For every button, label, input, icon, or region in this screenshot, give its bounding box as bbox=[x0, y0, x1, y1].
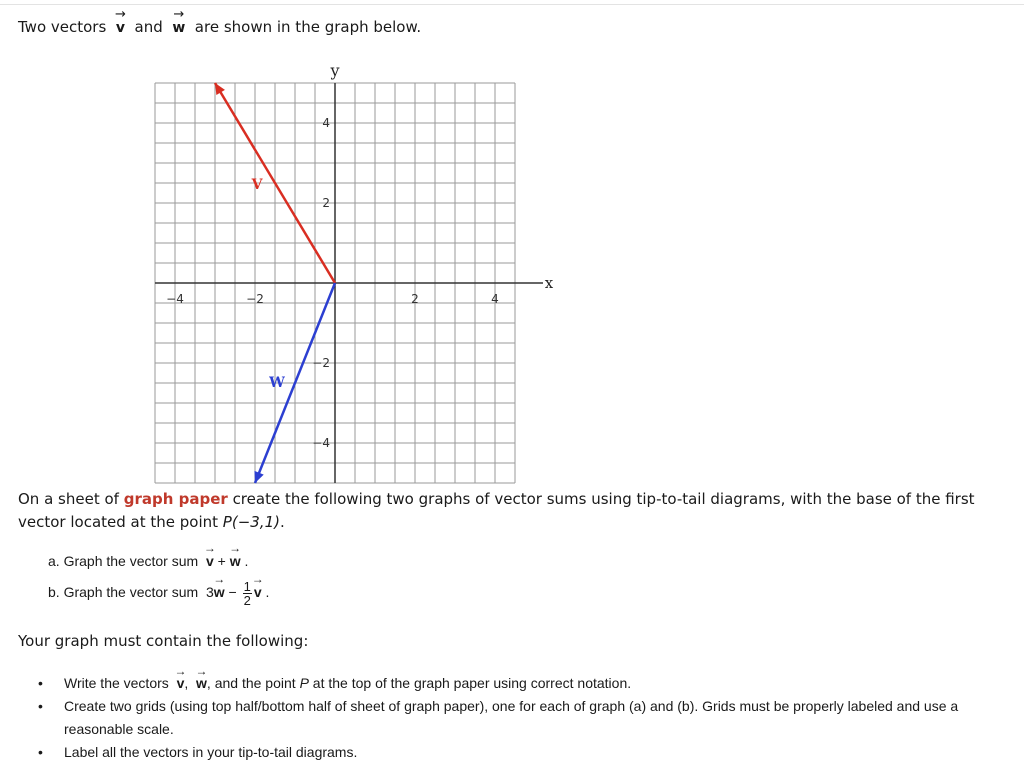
req1-prefix: Write the vectors bbox=[64, 675, 169, 691]
top-divider bbox=[0, 4, 1024, 5]
x-tick-label: −4 bbox=[166, 292, 184, 306]
requirement-1 bbox=[64, 672, 1014, 695]
req1-suffix: at the top of the graph paper using correct notation. bbox=[312, 675, 632, 691]
vector-v-label: V bbox=[251, 177, 263, 193]
x-tick-label: −2 bbox=[246, 292, 264, 306]
intro-and: and bbox=[134, 18, 163, 36]
req1-v: → v bbox=[177, 672, 185, 695]
part-a-plus: + bbox=[217, 553, 226, 569]
requirement-2: Create two grids (using top half/bottom half of sheet of graph paper), one for each of graph (a) and (b). Grids must be properly labeled and use a reasonable scale. bbox=[64, 698, 959, 737]
intro-text bbox=[18, 18, 421, 36]
part-b-coefficient: 3 bbox=[205, 584, 214, 601]
req1-w: → w bbox=[196, 672, 207, 695]
part-b-minus: − bbox=[228, 584, 237, 601]
fraction-numerator: 1 bbox=[243, 579, 251, 594]
bullet-1: • bbox=[38, 675, 43, 691]
req1-comma: , bbox=[184, 675, 189, 691]
x-tick-label: 2 bbox=[411, 292, 419, 306]
vector-w-symbol: → w bbox=[172, 20, 185, 36]
req1-middle: , and the point bbox=[206, 675, 296, 691]
instructions-paragraph bbox=[18, 488, 1008, 534]
point-p: P(−3,1) bbox=[222, 513, 280, 531]
part-a bbox=[48, 553, 248, 569]
bullet-2: • bbox=[38, 698, 43, 714]
req1-point-p: P bbox=[299, 675, 309, 691]
part-b-w: → w bbox=[214, 584, 225, 600]
instructions-prefix: On a sheet of bbox=[18, 490, 119, 508]
intro-suffix: are shown in the graph below. bbox=[194, 18, 422, 36]
y-tick-label: −2 bbox=[312, 356, 330, 370]
requirements-heading: Your graph must contain the following: bbox=[18, 632, 309, 650]
part-b-end: . bbox=[265, 584, 270, 601]
fraction-one-half bbox=[243, 580, 252, 607]
part-b-prefix: b. Graph the vector sum bbox=[48, 584, 199, 601]
part-a-w: → w bbox=[230, 553, 241, 569]
y-tick-label: 4 bbox=[322, 116, 330, 130]
x-axis-label: x bbox=[544, 274, 554, 292]
y-axis-label: y bbox=[330, 61, 340, 80]
part-a-prefix: a. Graph the vector sum bbox=[48, 553, 199, 569]
requirement-3: Label all the vectors in your tip-to-tail diagrams. bbox=[64, 744, 358, 760]
part-b bbox=[48, 580, 269, 607]
intro-prefix: Two vectors bbox=[18, 18, 107, 36]
y-tick-label: 2 bbox=[322, 196, 330, 210]
x-tick-label: 4 bbox=[491, 292, 499, 306]
vector-v-symbol: → v bbox=[116, 20, 125, 36]
part-a-v: → v bbox=[206, 553, 214, 569]
vector-graph bbox=[130, 58, 560, 488]
y-tick-label: −4 bbox=[312, 436, 330, 450]
bullet-3: • bbox=[38, 744, 43, 760]
instructions-end: . bbox=[279, 513, 285, 531]
vector-w-label: W bbox=[269, 375, 285, 391]
part-b-v: → v bbox=[254, 584, 262, 600]
part-a-end: . bbox=[244, 553, 249, 569]
graph-paper-link[interactable]: graph paper bbox=[123, 490, 228, 508]
fraction-denominator: 2 bbox=[243, 593, 251, 608]
instructions-middle: create the following two graphs of vector sums using tip-to-tail diagrams, with the base of the first vector located at the point bbox=[18, 490, 975, 531]
